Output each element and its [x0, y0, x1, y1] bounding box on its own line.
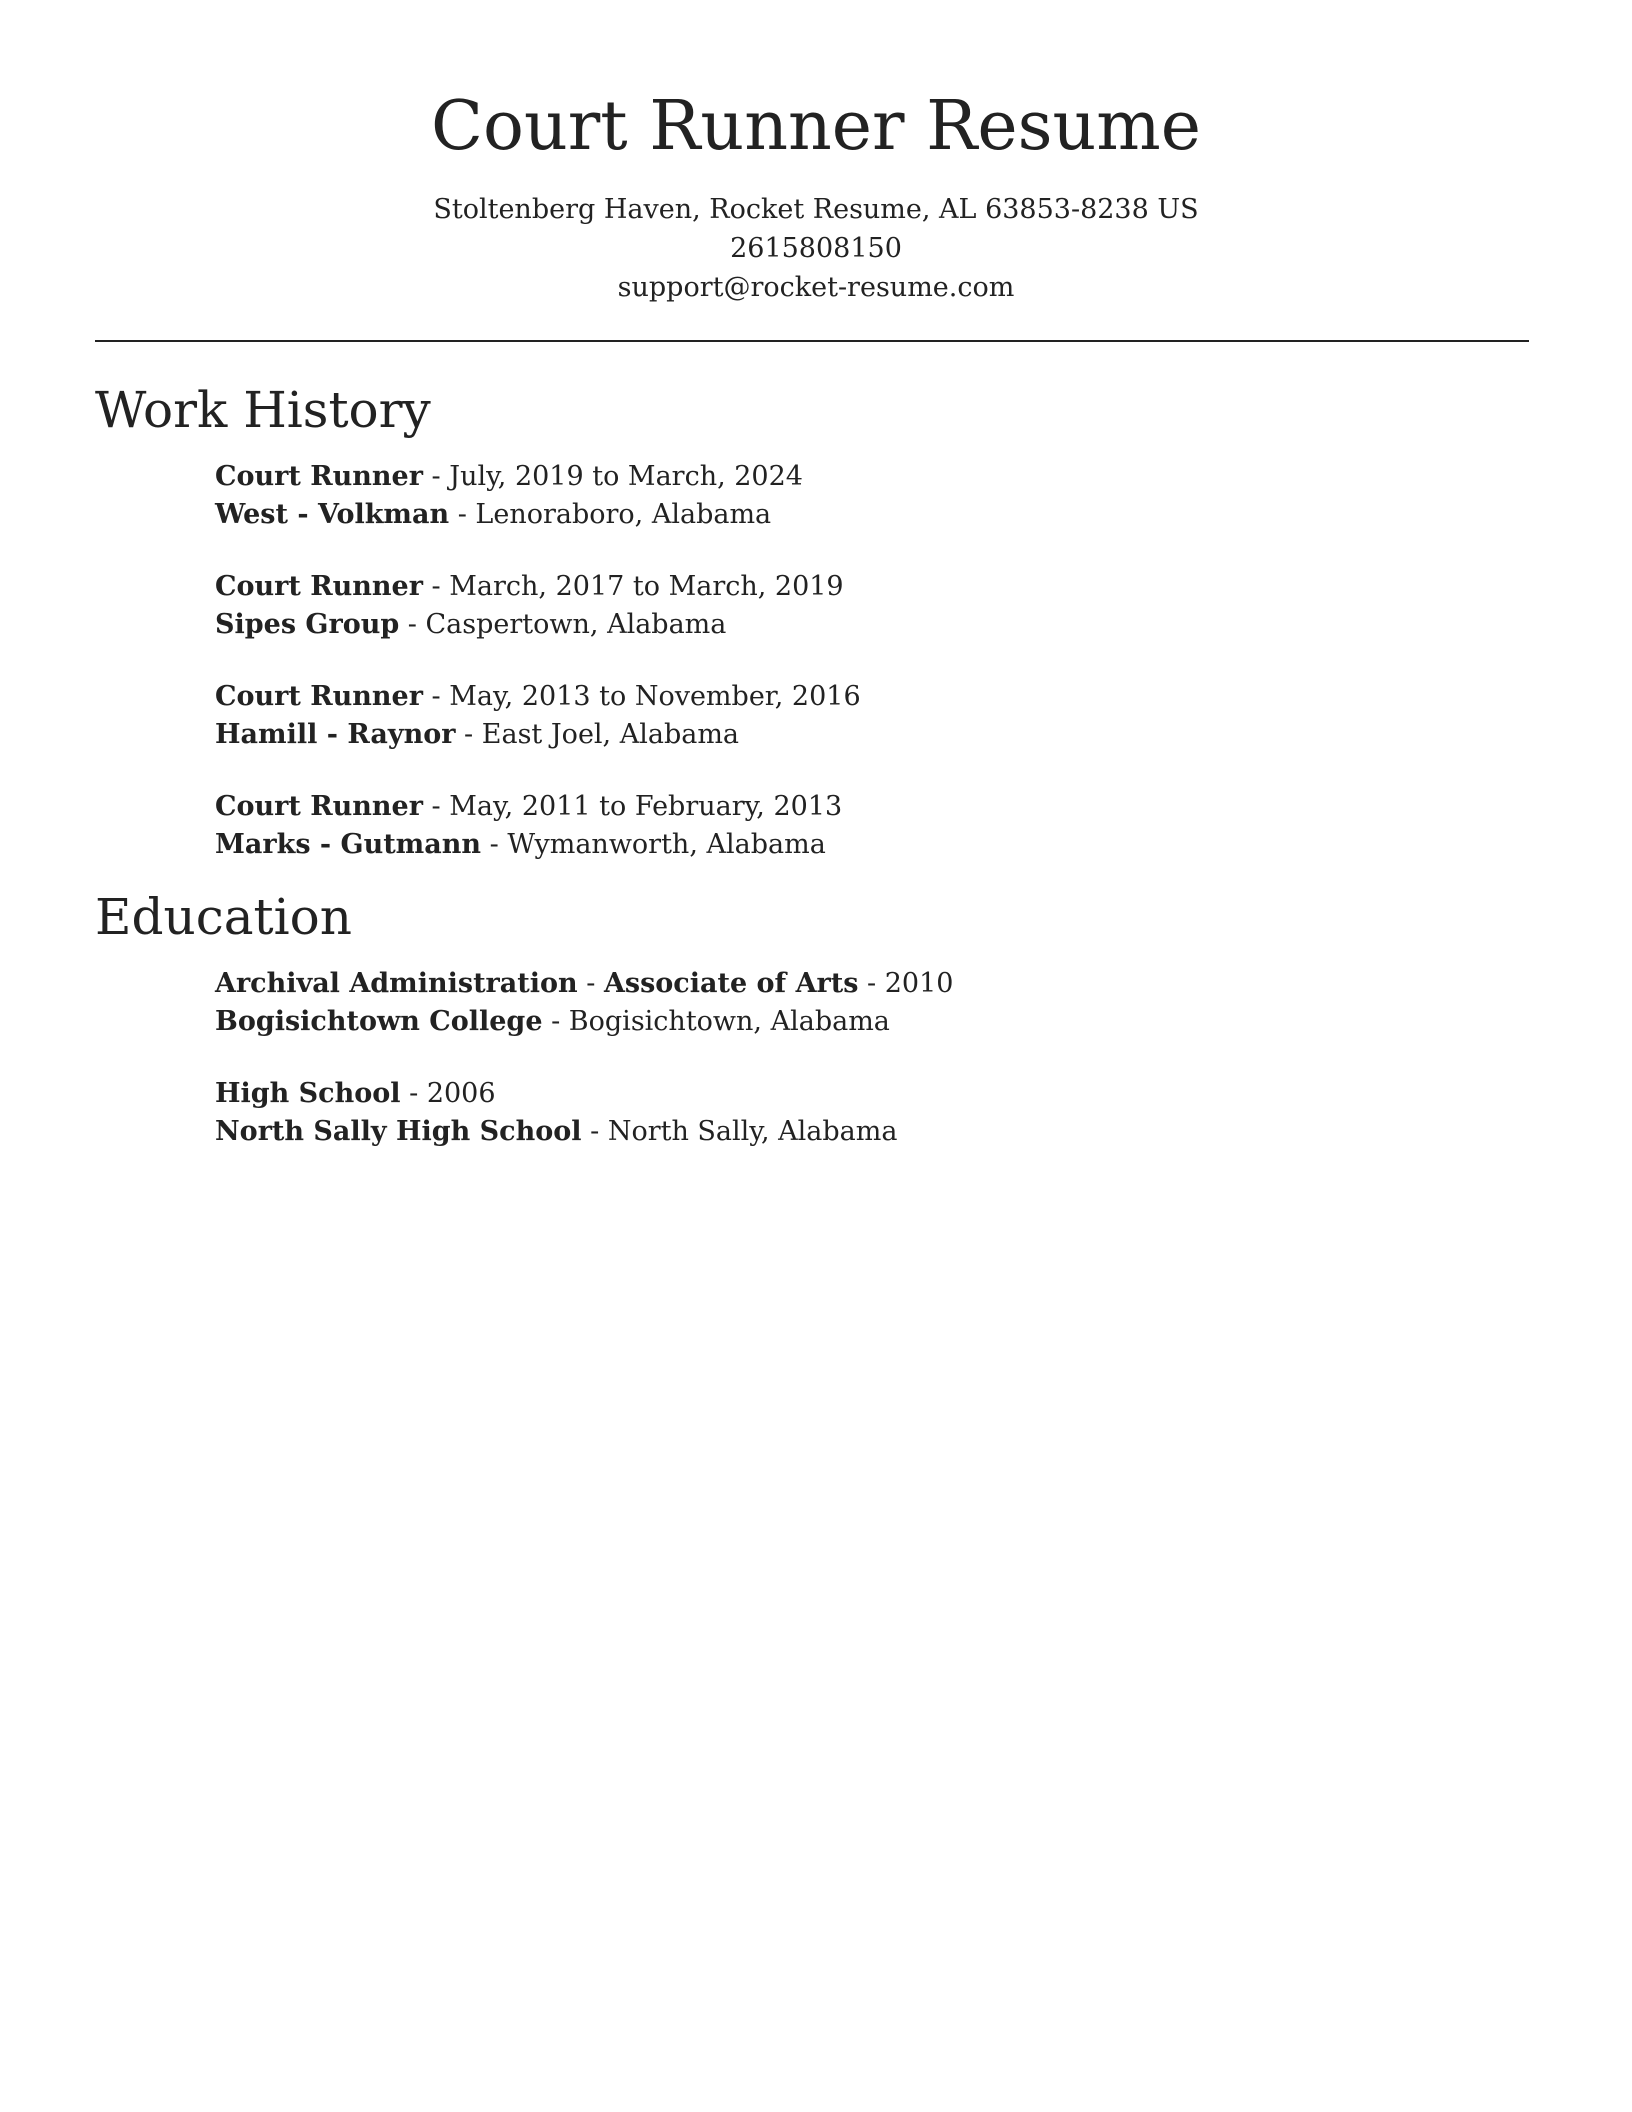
graduation-year: 2006: [426, 1078, 496, 1109]
school-location: Bogisichtown, Alabama: [568, 1006, 890, 1037]
address: Stoltenberg Haven, Rocket Resume, AL 63853-8238 US: [433, 194, 1199, 225]
work-entry-title: Court Runner - March, 2017 to March, 2019: [215, 571, 844, 602]
job-role: Court Runner: [215, 681, 423, 712]
work-entry-company: Marks - Gutmann - Wymanworth, Alabama: [215, 829, 826, 860]
job-dates: May, 2013 to November, 2016: [449, 681, 861, 712]
school-name: Bogisichtown College: [215, 1006, 543, 1037]
education-entry-school: Bogisichtown College - Bogisichtown, Alabama: [215, 1006, 890, 1037]
school-name: North Sally High School: [215, 1116, 582, 1147]
work-entry-title: Court Runner - May, 2011 to February, 2013: [215, 791, 843, 822]
work-entry-company: Hamill - Raynor - East Joel, Alabama: [215, 719, 740, 750]
education-heading: Education: [95, 888, 352, 946]
work-entry-company: West - Volkman - Lenoraboro, Alabama: [215, 499, 772, 530]
email: support@rocket-resume.com: [617, 272, 1015, 303]
company-name: Sipes Group: [215, 609, 400, 640]
work-entry: [215, 788, 1515, 864]
company-name: West - Volkman: [215, 499, 450, 530]
company-location: Lenoraboro, Alabama: [475, 499, 772, 530]
education-entry-school: North Sally High School - North Sally, Alabama: [215, 1116, 898, 1147]
work-history-heading: Work History: [95, 381, 431, 439]
work-entry-company: Sipes Group - Caspertown, Alabama: [215, 609, 727, 640]
job-role: Court Runner: [215, 791, 423, 822]
company-location: Caspertown, Alabama: [425, 609, 727, 640]
degree: Associate of Arts: [603, 968, 859, 999]
work-entry-title: Court Runner - July, 2019 to March, 2024: [215, 461, 803, 492]
graduation-year: 2010: [884, 968, 954, 999]
contact-block: [0, 190, 1632, 307]
header-divider: [95, 340, 1529, 342]
company-name: Marks - Gutmann: [215, 829, 482, 860]
company-name: Hamill - Raynor: [215, 719, 456, 750]
education-entry-title: High School - 2006: [215, 1078, 496, 1109]
education-entry-title: Archival Administration - Associate of Arts - 2010: [215, 968, 954, 999]
work-entry: [215, 568, 1515, 644]
job-dates: March, 2017 to March, 2019: [449, 571, 844, 602]
company-location: East Joel, Alabama: [481, 719, 740, 750]
job-role: Court Runner: [215, 461, 423, 492]
work-entry: [215, 458, 1515, 534]
education-entry: [215, 965, 1515, 1041]
work-entry: [215, 678, 1515, 754]
company-location: Wymanworth, Alabama: [507, 829, 826, 860]
resume-title: Court Runner Resume: [430, 87, 1201, 166]
education-list: [215, 965, 1515, 1151]
work-entry-title: Court Runner - May, 2013 to November, 2016: [215, 681, 861, 712]
school-location: North Sally, Alabama: [607, 1116, 898, 1147]
field-of-study: Archival Administration: [215, 968, 578, 999]
job-role: Court Runner: [215, 571, 423, 602]
phone: 2615808150: [730, 233, 902, 264]
job-dates: July, 2019 to March, 2024: [449, 461, 803, 492]
education-entry: [215, 1075, 1515, 1151]
degree: High School: [215, 1078, 401, 1109]
job-dates: May, 2011 to February, 2013: [449, 791, 843, 822]
work-history-list: [215, 458, 1515, 864]
